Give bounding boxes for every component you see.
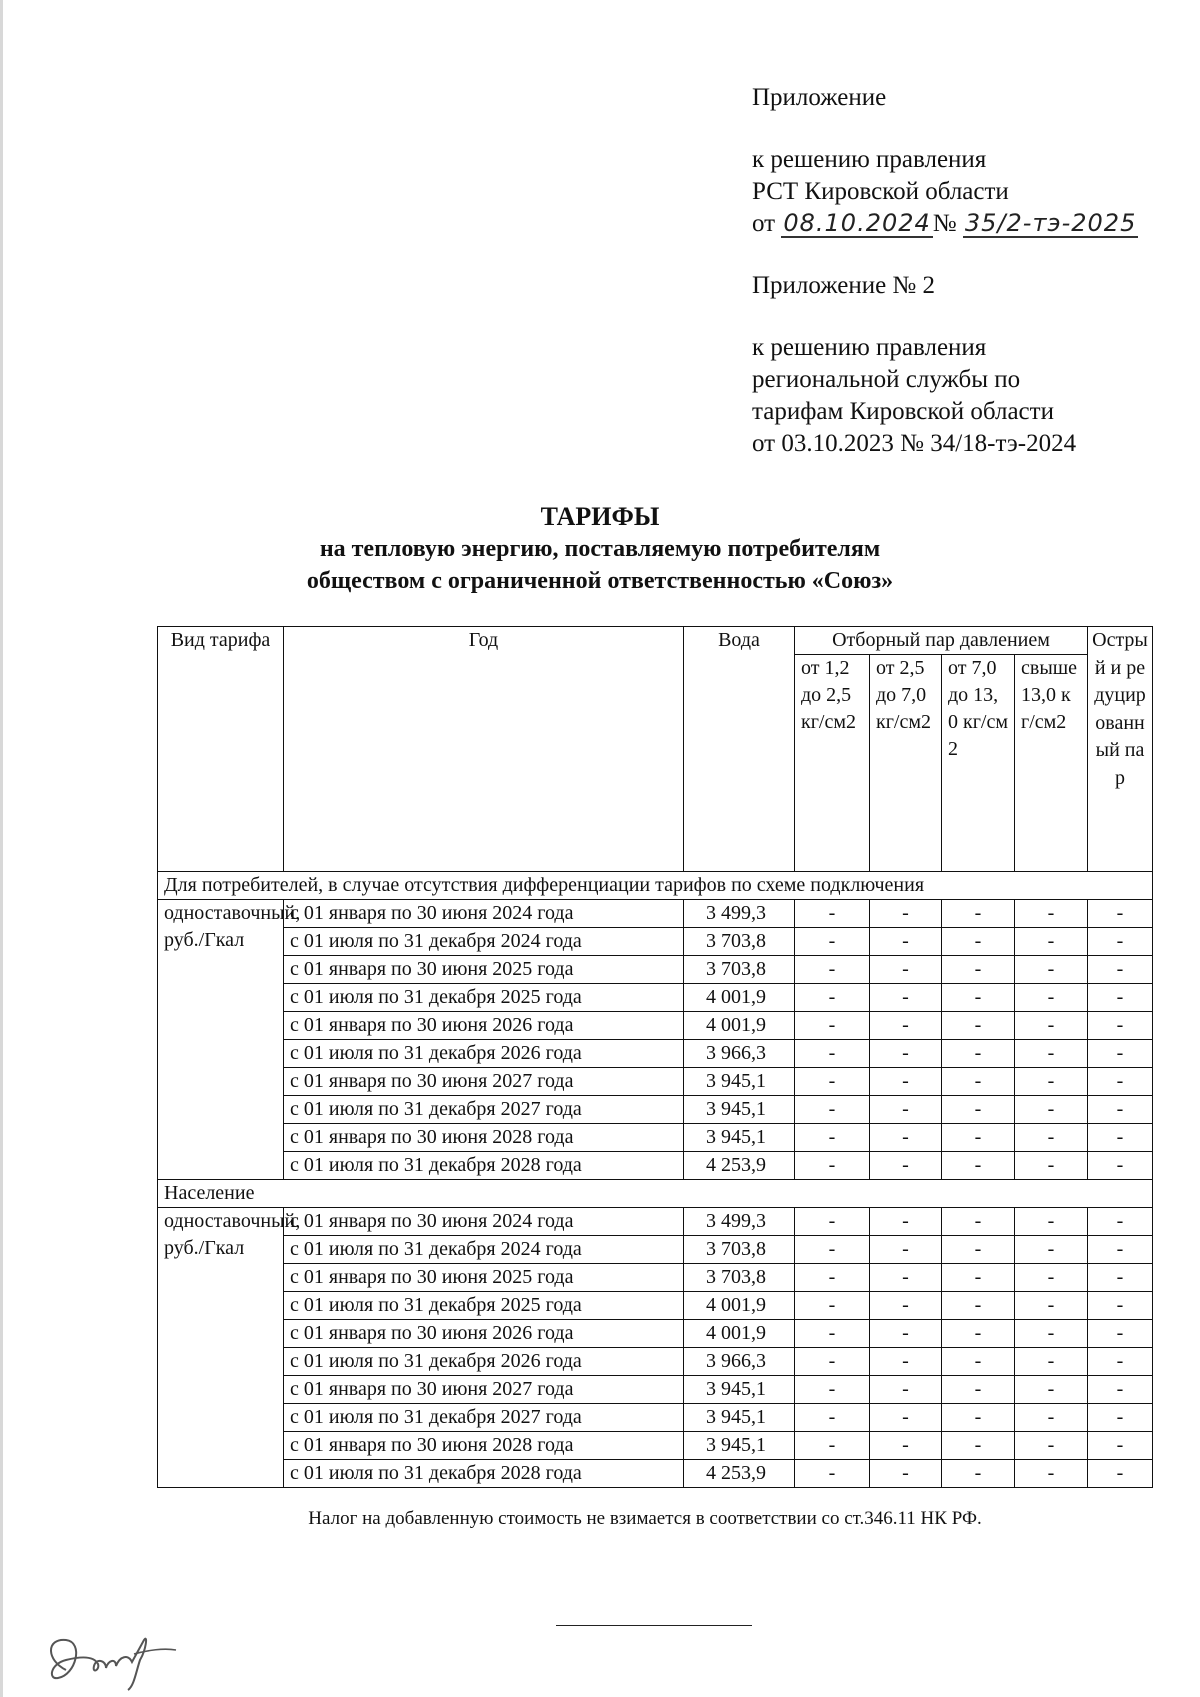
empty-tariff-cell: - [795, 1376, 870, 1404]
water-tariff-cell: 3 703,8 [684, 1236, 795, 1264]
period-cell: с 01 января по 30 июня 2027 года [284, 1068, 684, 1096]
empty-tariff-cell: - [1088, 1404, 1153, 1432]
water-tariff-cell: 3 945,1 [684, 1096, 795, 1124]
document-header [752, 82, 1192, 460]
empty-tariff-cell: - [1015, 1040, 1088, 1068]
empty-tariff-cell: - [795, 928, 870, 956]
water-tariff-cell: 3 945,1 [684, 1068, 795, 1096]
period-cell: с 01 января по 30 июня 2026 года [284, 1012, 684, 1040]
table-row [158, 1264, 1153, 1292]
water-tariff-cell: 3 703,8 [684, 956, 795, 984]
empty-tariff-cell: - [942, 1208, 1015, 1236]
empty-tariff-cell: - [1088, 1068, 1153, 1096]
period-cell: с 01 июля по 31 декабря 2024 года [284, 928, 684, 956]
appendix-label: Приложение [752, 84, 887, 111]
empty-tariff-cell: - [942, 928, 1015, 956]
period-cell: с 01 июля по 31 декабря 2026 года [284, 1348, 684, 1376]
empty-tariff-cell: - [1088, 956, 1153, 984]
empty-tariff-cell: - [795, 1432, 870, 1460]
empty-tariff-cell: - [795, 1404, 870, 1432]
table-row [158, 1236, 1153, 1264]
water-tariff-cell: 3 966,3 [684, 1040, 795, 1068]
water-tariff-cell: 3 945,1 [684, 1432, 795, 1460]
water-tariff-cell: 3 703,8 [684, 1264, 795, 1292]
empty-tariff-cell: - [942, 1348, 1015, 1376]
period-cell: с 01 июля по 31 декабря 2028 года [284, 1460, 684, 1488]
table-header-row [158, 627, 1153, 655]
water-tariff-cell: 3 499,3 [684, 900, 795, 928]
table-row [158, 1460, 1153, 1488]
empty-tariff-cell: - [1088, 1292, 1153, 1320]
reference-line-2: региональной службы по [752, 366, 1021, 393]
empty-tariff-cell: - [1015, 1096, 1088, 1124]
empty-tariff-cell: - [1088, 1264, 1153, 1292]
water-tariff-cell: 4 001,9 [684, 1320, 795, 1348]
period-cell: с 01 июля по 31 декабря 2026 года [284, 1040, 684, 1068]
empty-tariff-cell: - [1088, 1040, 1153, 1068]
period-cell: с 01 июля по 31 декабря 2024 года [284, 1236, 684, 1264]
empty-tariff-cell: - [870, 1264, 942, 1292]
header-pressure-2: от 2,5 до 7,0 кг/см2 [870, 655, 942, 872]
empty-tariff-cell: - [942, 1096, 1015, 1124]
period-cell: с 01 января по 30 июня 2026 года [284, 1320, 684, 1348]
empty-tariff-cell: - [1015, 1264, 1088, 1292]
empty-tariff-cell: - [942, 984, 1015, 1012]
tariff-table [157, 626, 1153, 1488]
table-row [158, 1124, 1153, 1152]
empty-tariff-cell: - [870, 928, 942, 956]
period-cell: с 01 января по 30 июня 2024 года [284, 1208, 684, 1236]
table-row [158, 1012, 1153, 1040]
signature-icon [36, 1620, 186, 1692]
empty-tariff-cell: - [942, 1012, 1015, 1040]
empty-tariff-cell: - [1015, 928, 1088, 956]
reference-line-1: к решению правления [752, 334, 987, 361]
water-tariff-cell: 3 966,3 [684, 1348, 795, 1376]
period-cell: с 01 января по 30 июня 2028 года [284, 1124, 684, 1152]
table-row [158, 1068, 1153, 1096]
period-cell: с 01 января по 30 июня 2025 года [284, 956, 684, 984]
empty-tariff-cell: - [870, 984, 942, 1012]
period-cell: с 01 января по 30 июня 2028 года [284, 1432, 684, 1460]
empty-tariff-cell: - [795, 956, 870, 984]
empty-tariff-cell: - [870, 956, 942, 984]
empty-tariff-cell: - [942, 1432, 1015, 1460]
water-tariff-cell: 3 499,3 [684, 1208, 795, 1236]
empty-tariff-cell: - [795, 1460, 870, 1488]
empty-tariff-cell: - [795, 1096, 870, 1124]
empty-tariff-cell: - [942, 1292, 1015, 1320]
header-pressure-1: от 1,2 до 2,5 кг/см2 [795, 655, 870, 872]
from-prefix: от [752, 210, 776, 237]
period-cell: с 01 июля по 31 декабря 2025 года [284, 1292, 684, 1320]
empty-tariff-cell: - [1088, 1012, 1153, 1040]
tariff-type-cell: одноставочный, руб./Гкал [158, 1208, 284, 1488]
empty-tariff-cell: - [942, 1376, 1015, 1404]
empty-tariff-cell: - [1015, 984, 1088, 1012]
empty-tariff-cell: - [1088, 1348, 1153, 1376]
empty-tariff-cell: - [1015, 1068, 1088, 1096]
empty-tariff-cell: - [870, 1208, 942, 1236]
empty-tariff-cell: - [795, 1124, 870, 1152]
empty-tariff-cell: - [1015, 1208, 1088, 1236]
period-cell: с 01 июля по 31 декабря 2028 года [284, 1152, 684, 1180]
table-row [158, 1348, 1153, 1376]
table-row [158, 1320, 1153, 1348]
empty-tariff-cell: - [1088, 1152, 1153, 1180]
section-row [158, 1180, 1153, 1208]
appendix-2-label: Приложение № 2 [752, 272, 936, 299]
handwritten-date: 08.10.2024 [783, 209, 931, 237]
empty-tariff-cell: - [942, 1040, 1015, 1068]
empty-tariff-cell: - [795, 1040, 870, 1068]
water-tariff-cell: 3 945,1 [684, 1404, 795, 1432]
tariff-type-cell: одноставочный, руб./Гкал [158, 900, 284, 1180]
water-tariff-cell: 4 253,9 [684, 1460, 795, 1488]
water-tariff-cell: 4 253,9 [684, 1152, 795, 1180]
water-tariff-cell: 3 945,1 [684, 1376, 795, 1404]
period-cell: с 01 июля по 31 декабря 2027 года [284, 1096, 684, 1124]
empty-tariff-cell: - [795, 1068, 870, 1096]
empty-tariff-cell: - [870, 1040, 942, 1068]
empty-tariff-cell: - [942, 900, 1015, 928]
empty-tariff-cell: - [1088, 1124, 1153, 1152]
empty-tariff-cell: - [870, 1096, 942, 1124]
empty-tariff-cell: - [870, 900, 942, 928]
empty-tariff-cell: - [1015, 1348, 1088, 1376]
empty-tariff-cell: - [1015, 1292, 1088, 1320]
water-tariff-cell: 3 703,8 [684, 928, 795, 956]
header-extracted-steam: Отборный пар давлением [795, 627, 1088, 655]
empty-tariff-cell: - [870, 1460, 942, 1488]
empty-tariff-cell: - [870, 1320, 942, 1348]
empty-tariff-cell: - [1088, 1460, 1153, 1488]
header-pressure-3: от 7,0 до 13,0 кг/см2 [942, 655, 1015, 872]
empty-tariff-cell: - [870, 1348, 942, 1376]
empty-tariff-cell: - [1088, 1236, 1153, 1264]
header-tariff-type: Вид тарифа [158, 627, 284, 872]
empty-tariff-cell: - [1088, 928, 1153, 956]
empty-tariff-cell: - [942, 1264, 1015, 1292]
empty-tariff-cell: - [1088, 1376, 1153, 1404]
empty-tariff-cell: - [942, 1320, 1015, 1348]
table-row [158, 1040, 1153, 1068]
table-row [158, 1404, 1153, 1432]
empty-tariff-cell: - [870, 1432, 942, 1460]
table-row [158, 1208, 1153, 1236]
period-cell: с 01 января по 30 июня 2024 года [284, 900, 684, 928]
header-water: Вода [684, 627, 795, 872]
table-body [158, 872, 1153, 1488]
empty-tariff-cell: - [1015, 1152, 1088, 1180]
table-row [158, 928, 1153, 956]
empty-tariff-cell: - [870, 1012, 942, 1040]
empty-tariff-cell: - [870, 1236, 942, 1264]
empty-tariff-cell: - [1088, 900, 1153, 928]
period-cell: с 01 января по 30 июня 2027 года [284, 1376, 684, 1404]
empty-tariff-cell: - [942, 1236, 1015, 1264]
empty-tariff-cell: - [942, 956, 1015, 984]
empty-tariff-cell: - [1015, 1124, 1088, 1152]
header-pressure-4: свыше 13,0 кг/см2 [1015, 655, 1088, 872]
water-tariff-cell: 4 001,9 [684, 1012, 795, 1040]
empty-tariff-cell: - [942, 1404, 1015, 1432]
empty-tariff-cell: - [795, 1012, 870, 1040]
empty-tariff-cell: - [870, 1068, 942, 1096]
table-row [158, 984, 1153, 1012]
empty-tariff-cell: - [1015, 900, 1088, 928]
empty-tariff-cell: - [1015, 1236, 1088, 1264]
table-row [158, 956, 1153, 984]
document-title: ТАРИФЫ [540, 502, 660, 531]
document-subtitle-1: на тепловую энергию, поставляемую потребителям [319, 536, 881, 562]
period-cell: с 01 июля по 31 декабря 2025 года [284, 984, 684, 1012]
empty-tariff-cell: - [870, 1404, 942, 1432]
water-tariff-cell: 4 001,9 [684, 984, 795, 1012]
empty-tariff-cell: - [795, 1236, 870, 1264]
section-row [158, 872, 1153, 900]
header-live-steam: Острый и редуцированный пар [1088, 627, 1153, 872]
empty-tariff-cell: - [795, 1208, 870, 1236]
reference-line-4: от 03.10.2023 № 34/18-тэ-2024 [752, 430, 1077, 457]
empty-tariff-cell: - [942, 1068, 1015, 1096]
empty-tariff-cell: - [942, 1152, 1015, 1180]
empty-tariff-cell: - [1015, 1320, 1088, 1348]
document-subtitle-2: обществом с ограниченной ответственностью «Союз» [306, 568, 894, 594]
period-cell: с 01 января по 30 июня 2025 года [284, 1264, 684, 1292]
empty-tariff-cell: - [795, 984, 870, 1012]
empty-tariff-cell: - [1088, 1432, 1153, 1460]
table-row [158, 1376, 1153, 1404]
empty-tariff-cell: - [795, 1348, 870, 1376]
empty-tariff-cell: - [1088, 1096, 1153, 1124]
empty-tariff-cell: - [1015, 1376, 1088, 1404]
empty-tariff-cell: - [795, 1264, 870, 1292]
empty-tariff-cell: - [870, 1292, 942, 1320]
table-row [158, 1292, 1153, 1320]
empty-tariff-cell: - [795, 900, 870, 928]
table-row [158, 1096, 1153, 1124]
empty-tariff-cell: - [870, 1376, 942, 1404]
empty-tariff-cell: - [1088, 1320, 1153, 1348]
empty-tariff-cell: - [870, 1124, 942, 1152]
table-row [158, 900, 1153, 928]
empty-tariff-cell: - [1088, 1208, 1153, 1236]
header-year: Год [284, 627, 684, 872]
empty-tariff-cell: - [1015, 1012, 1088, 1040]
page-edge [0, 0, 3, 1697]
empty-tariff-cell: - [870, 1152, 942, 1180]
water-tariff-cell: 4 001,9 [684, 1292, 795, 1320]
number-sign: № [932, 210, 957, 237]
empty-tariff-cell: - [1088, 984, 1153, 1012]
table-row [158, 1432, 1153, 1460]
empty-tariff-cell: - [942, 1124, 1015, 1152]
decision-line-1: к решению правления [752, 146, 987, 173]
decision-date-line [752, 208, 1192, 240]
vat-footnote: Налог на добавленную стоимость не взимается в соответствии со ст.346.11 НК РФ. [308, 1508, 982, 1529]
section-title: Для потребителей, в случае отсутствия дифференциации тарифов по схеме подключения [158, 872, 1153, 900]
empty-tariff-cell: - [1015, 956, 1088, 984]
water-tariff-cell: 3 945,1 [684, 1124, 795, 1152]
empty-tariff-cell: - [1015, 1460, 1088, 1488]
decision-line-2: РСТ Кировской области [752, 178, 1009, 205]
end-rule [556, 1625, 752, 1626]
empty-tariff-cell: - [1015, 1432, 1088, 1460]
table-row [158, 1152, 1153, 1180]
empty-tariff-cell: - [795, 1152, 870, 1180]
empty-tariff-cell: - [942, 1460, 1015, 1488]
empty-tariff-cell: - [795, 1320, 870, 1348]
section-title: Население [158, 1180, 1153, 1208]
period-cell: с 01 июля по 31 декабря 2027 года [284, 1404, 684, 1432]
handwritten-number: 35/2-тэ-2025 [964, 209, 1137, 237]
empty-tariff-cell: - [795, 1292, 870, 1320]
reference-line-3: тарифам Кировской области [752, 398, 1054, 425]
empty-tariff-cell: - [1015, 1404, 1088, 1432]
